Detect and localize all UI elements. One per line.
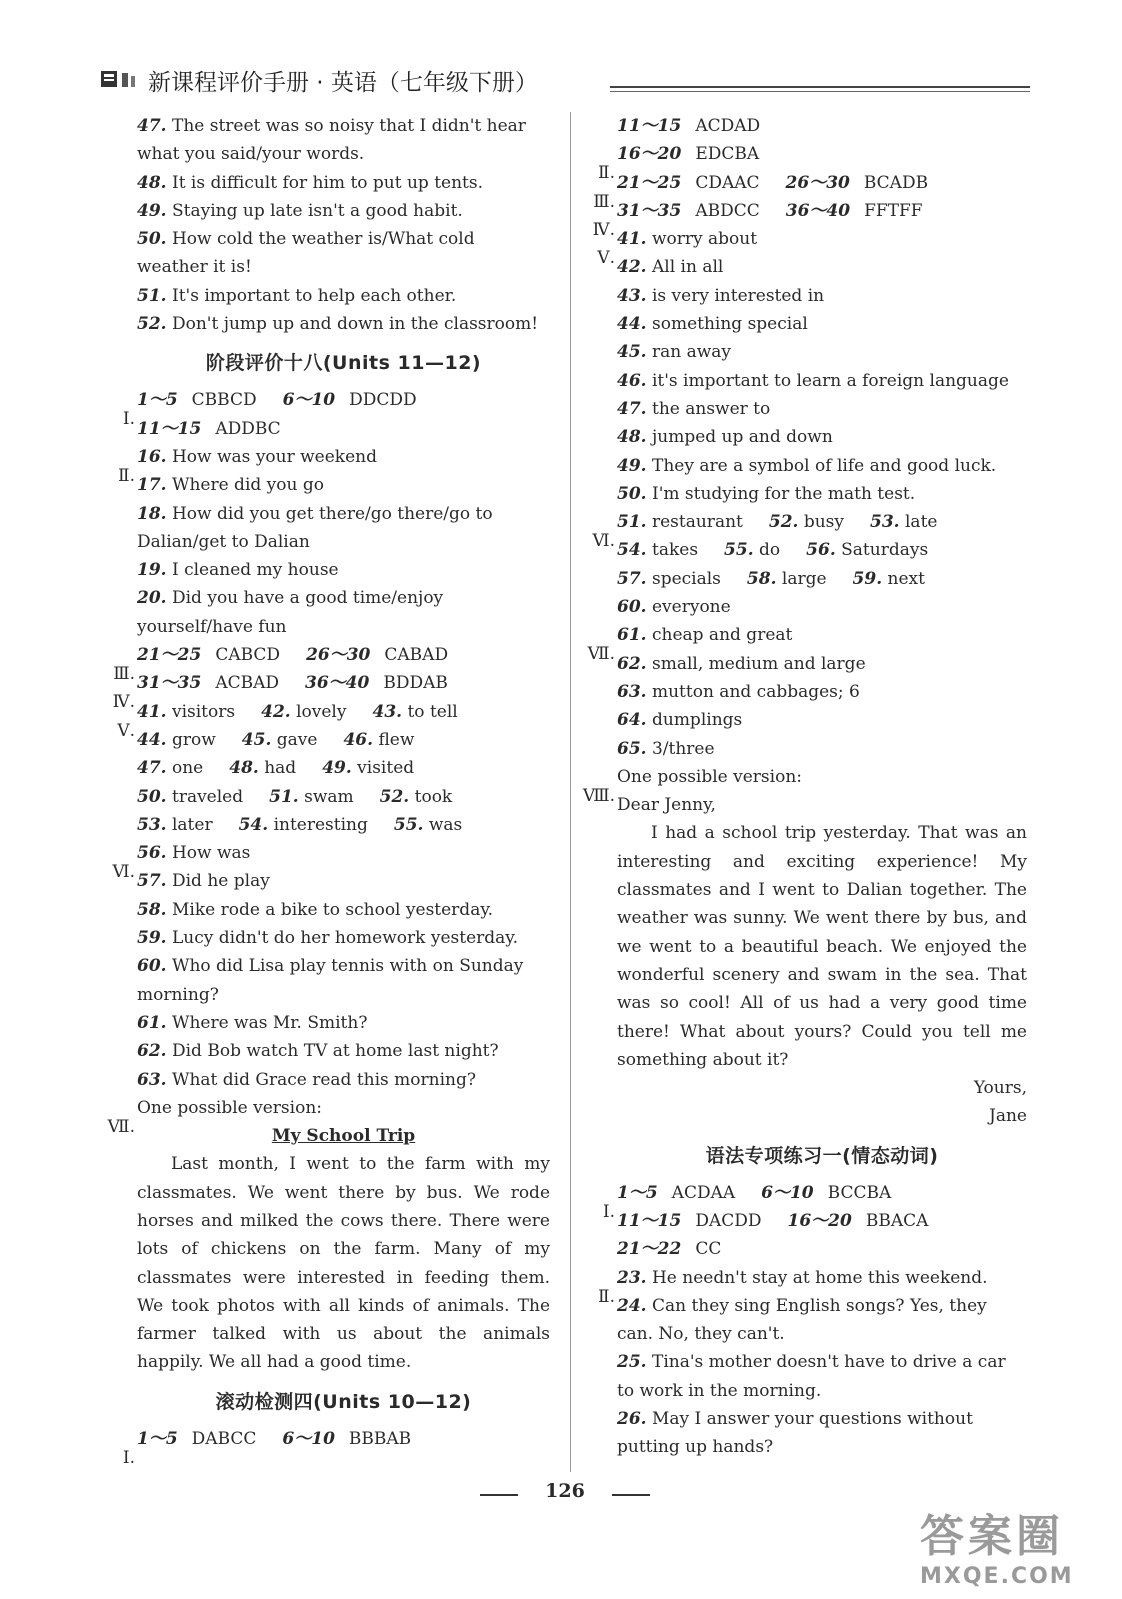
column-divider bbox=[570, 112, 571, 1472]
answer-line: 61. Where was Mr. Smith? bbox=[137, 1012, 368, 1033]
answer-line: 51. It's important to help each other. bbox=[137, 285, 457, 306]
answer-line: Ⅰ. 1～5 CBBCD 6～10 DDCDD bbox=[137, 386, 550, 414]
roman-numeral: Ⅶ. bbox=[587, 644, 615, 665]
essay-title: My School Trip bbox=[271, 1126, 416, 1147]
letter-closing: Yours, bbox=[973, 1078, 1027, 1099]
header-rule-thin bbox=[610, 91, 1030, 92]
answer-line: 62. small, medium and large bbox=[617, 653, 866, 674]
answer-line: Ⅱ. 16～20 EDCBA bbox=[617, 140, 1027, 168]
letter-signature: Jane bbox=[989, 1106, 1027, 1127]
essay-body: Last month, I went to the farm with my classmates. We went there by bus. We rode horses and milked the cows there. There were lots of chickens on the farm. Many of my classmates were interested in feeding them. We took photos with all kinds of animals. The farmer talked with us about the animals happily. We all had a good time. bbox=[137, 1154, 550, 1373]
answer-line: 64. dumplings bbox=[617, 710, 743, 731]
answer-line: 48. It is difficult for him to put up tents. bbox=[137, 172, 484, 193]
left-column bbox=[107, 112, 550, 1468]
answer-line: Ⅳ. 31～35 ACBAD 36～40 BDDAB bbox=[137, 669, 550, 697]
answer-line: 50. traveled 51. swam 52. took bbox=[137, 786, 453, 807]
answer-line: 53. later 54. interesting 55. was bbox=[137, 814, 463, 835]
answer-line: Ⅳ. 31～35 ABDCC 36～40 FFTFF bbox=[617, 197, 1027, 225]
answer-line: 47. one 48. had 49. visited bbox=[137, 758, 415, 779]
answer-line: Ⅴ. 41. worry about bbox=[617, 225, 1027, 253]
answer-line: 11～15 DACDD 16～20 BBACA bbox=[617, 1210, 929, 1231]
answer-line: Ⅱ. 16. How was your weekend bbox=[137, 443, 550, 471]
footer-ornament bbox=[480, 1494, 518, 1496]
answer-line: 18. How did you get there/go there/go to Dalian/get to Dalian bbox=[137, 503, 493, 552]
roman-numeral: Ⅵ. bbox=[592, 531, 615, 552]
answer-line: 11～15 ACDAD bbox=[617, 116, 761, 136]
book-logo-icon bbox=[100, 68, 142, 90]
answer-line: 59. Lucy didn't do her homework yesterday. bbox=[137, 928, 519, 949]
answer-line: 46. it's important to learn a foreign language bbox=[617, 370, 1009, 391]
answer-line: Ⅲ. 21～25 CABCD 26～30 CABAD bbox=[137, 641, 550, 669]
watermark-url: MXQE.COM bbox=[920, 1564, 1074, 1589]
roman-numeral: Ⅵ. bbox=[112, 862, 135, 883]
answer-line: 65. 3/three bbox=[617, 738, 715, 759]
answer-line: 47. The street was so noisy that I didn't hear what you said/your words. bbox=[137, 116, 526, 165]
roman-numeral: Ⅶ. bbox=[107, 1116, 135, 1137]
roman-numeral: Ⅷ. bbox=[582, 785, 615, 806]
answer-line: 60. Who did Lisa play tennis with on Sunday morning? bbox=[137, 956, 524, 1005]
answer-line: 45. ran away bbox=[617, 342, 732, 363]
answer-line: 20. Did you have a good time/enjoy yourself/have fun bbox=[137, 588, 444, 637]
answer-line: 21～22 CC bbox=[617, 1239, 722, 1260]
answer-line: 62. Did Bob watch TV at home last night? bbox=[137, 1041, 499, 1062]
answer-line: 49. Staying up late isn't a good habit. bbox=[137, 200, 463, 221]
answer-line: 57. specials 58. large 59. next bbox=[617, 568, 925, 589]
answer-line: 44. grow 45. gave 46. flew bbox=[137, 729, 415, 750]
watermark bbox=[920, 1500, 1110, 1592]
letter bbox=[617, 819, 1027, 1074]
roman-numeral: Ⅱ. bbox=[118, 465, 135, 486]
answer-line: 43. is very interested in bbox=[617, 285, 825, 306]
answer-line: 63. What did Grace read this morning? bbox=[137, 1069, 476, 1090]
answer-line: 17. Where did you go bbox=[137, 475, 324, 496]
answer-line: 26. May I answer your questions without putting up hands? bbox=[617, 1409, 973, 1458]
answer-line: 57. Did he play bbox=[137, 871, 270, 892]
answer-line: 47. the answer to bbox=[617, 398, 771, 419]
answer-line: 19. I cleaned my house bbox=[137, 560, 339, 581]
roman-numeral: Ⅲ. bbox=[113, 664, 135, 685]
footer-ornament bbox=[612, 1494, 650, 1496]
answer-line: Ⅱ. 23. He needn't stay at home this weekend. bbox=[617, 1264, 1027, 1292]
answer-line: 48. jumped up and down bbox=[617, 427, 833, 448]
answer-line: 50. How cold the weather is/What cold weather it is! bbox=[137, 229, 475, 278]
answer-line: 25. Tina's mother doesn't have to drive a car to work in the morning. bbox=[617, 1352, 1006, 1401]
answer-line: Ⅶ. 61. cheap and great bbox=[617, 621, 1027, 649]
answer-line: 11～15 ADDBC bbox=[137, 418, 281, 439]
roman-numeral: Ⅱ. bbox=[598, 1286, 615, 1307]
answer-line: 60. everyone bbox=[617, 597, 731, 618]
roman-numeral: Ⅰ. bbox=[122, 1447, 135, 1468]
answer-line: Ⅴ. 41. visitors 42. lovely 43. to tell bbox=[137, 698, 550, 726]
section-title: 语法专项练习一(情态动词) bbox=[705, 1144, 939, 1167]
page-number: 126 bbox=[545, 1480, 585, 1502]
answer-line: Ⅲ. 21～25 CDAAC 26～30 BCADB bbox=[617, 169, 1027, 197]
letter-body: I had a school trip yesterday. That was an interesting and exciting experience! My classmates and I went to Dalian together. The weather was sunny. We went there by bus, and we went to a beautiful beach. We enjoyed the wonderful scenery and swam in the sea. That was so cool! All of us had a very good time there! What about yours? Could you tell me something about it? bbox=[617, 823, 1027, 1070]
answer-line: 54. takes 55. do 56. Saturdays bbox=[617, 540, 929, 561]
answer-line: 63. mutton and cabbages; 6 bbox=[617, 681, 860, 702]
essay bbox=[137, 1150, 550, 1376]
header-title: 新课程评价手册 · 英语（七年级下册） bbox=[148, 70, 538, 96]
roman-numeral: Ⅳ. bbox=[592, 219, 615, 240]
roman-numeral: Ⅱ. bbox=[598, 163, 615, 184]
answer-line: Ⅵ. 56. How was bbox=[137, 839, 550, 867]
answer-line: Ⅵ. 51. restaurant 52. busy 53. late bbox=[617, 508, 1027, 536]
roman-numeral: Ⅰ. bbox=[602, 1201, 615, 1222]
page-footer bbox=[480, 1480, 650, 1508]
roman-numeral: Ⅳ. bbox=[112, 692, 135, 713]
letter-greeting: Dear Jenny, bbox=[617, 795, 716, 816]
answer-line: 52. Don't jump up and down in the classroom! bbox=[137, 314, 539, 335]
section-title: 滚动检测四(Units 10—12) bbox=[215, 1390, 472, 1413]
answer-line: Ⅰ. 1～5 ACDAA 6～10 BCCBA bbox=[617, 1179, 1027, 1207]
answer-line: Ⅶ. One possible version: bbox=[137, 1094, 550, 1122]
answer-line: 49. They are a symbol of life and good luck. bbox=[617, 455, 997, 476]
roman-numeral: Ⅰ. bbox=[122, 409, 135, 430]
roman-numeral: Ⅴ. bbox=[597, 248, 615, 269]
page-header bbox=[100, 62, 1030, 98]
watermark-logo: 答案圈 bbox=[920, 1511, 1064, 1562]
answer-line: 44. something special bbox=[617, 314, 808, 335]
section-title: 阶段评价十八(Units 11—12) bbox=[205, 352, 482, 375]
answer-line: Ⅷ. One possible version: bbox=[617, 763, 1027, 791]
answer-line: Ⅰ. 1～5 DABCC 6～10 BBBAB bbox=[137, 1425, 550, 1453]
answer-line: 50. I'm studying for the math test. bbox=[617, 483, 916, 504]
roman-numeral: Ⅲ. bbox=[593, 191, 615, 212]
right-column bbox=[582, 112, 1027, 1462]
answer-line: 24. Can they sing English songs? Yes, they can. No, they can't. bbox=[617, 1295, 987, 1345]
roman-numeral: Ⅴ. bbox=[117, 720, 135, 741]
answer-line: 42. All in all bbox=[617, 257, 724, 278]
answer-line: 58. Mike rode a bike to school yesterday. bbox=[137, 899, 494, 920]
header-rule bbox=[610, 86, 1030, 88]
